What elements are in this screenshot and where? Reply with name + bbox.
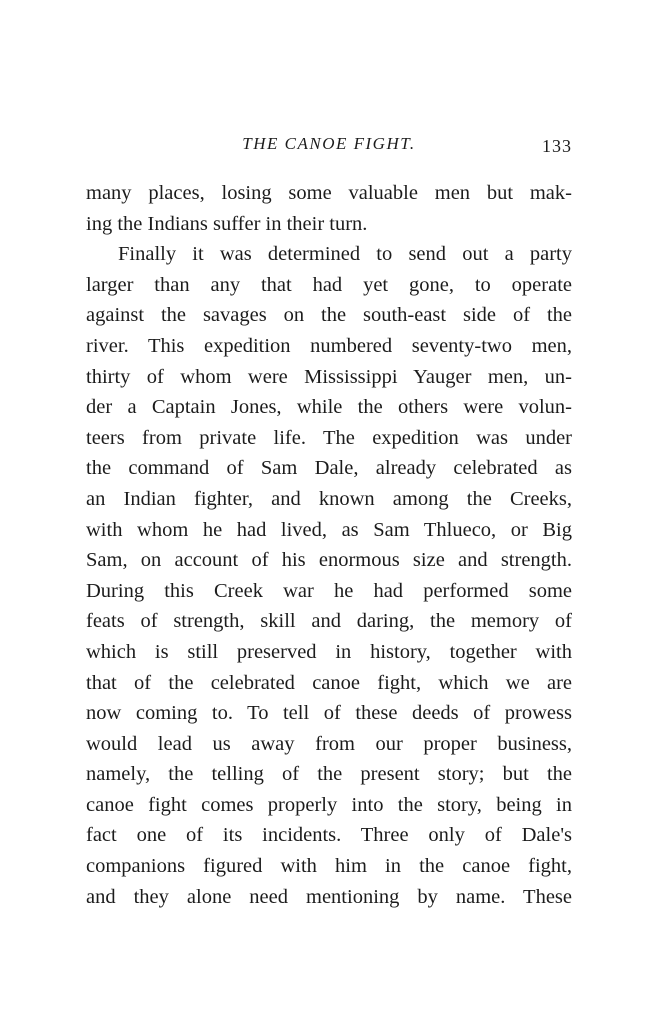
text-line: namely, the telling of the present story; but the bbox=[86, 763, 572, 786]
text-line: river. This expedition numbered seventy-two men, bbox=[86, 334, 572, 357]
text-line: ing the Indians suffer in their turn. bbox=[86, 212, 368, 235]
body-text bbox=[86, 178, 572, 912]
text-line: canoe fight comes properly into the story, being in bbox=[86, 793, 572, 816]
text-line: companions figured with him in the canoe fight, bbox=[86, 855, 572, 878]
text-line: Finally it was determined to send out a party bbox=[118, 243, 572, 266]
page-number: 133 bbox=[542, 136, 572, 156]
text-line: against the savages on the south-east side of the bbox=[86, 304, 572, 327]
text-line: and they alone need mentioning by name. These bbox=[86, 885, 572, 908]
text-line: an Indian fighter, and known among the Creeks, bbox=[86, 487, 572, 510]
text-line: the command of Sam Dale, already celebrated as bbox=[86, 457, 572, 480]
text-line: Sam, on account of his enormous size and strength. bbox=[86, 549, 572, 572]
running-title: THE CANOE FIGHT. bbox=[242, 134, 416, 153]
text-line: der a Captain Jones, while the others were volun- bbox=[86, 396, 572, 419]
text-line: larger than any that had yet gone, to operate bbox=[86, 273, 572, 296]
text-line: with whom he had lived, as Sam Thlueco, or Big bbox=[86, 518, 572, 541]
text-line: During this Creek war he had performed some bbox=[86, 579, 572, 602]
text-line: thirty of whom were Mississippi Yauger men, un- bbox=[86, 365, 572, 388]
text-line: many places, losing some valuable men but mak- bbox=[86, 182, 572, 204]
text-line: now coming to. To tell of these deeds of prowess bbox=[86, 702, 572, 725]
text-line: fact one of its incidents. Three only of Dale's bbox=[86, 824, 572, 847]
text-line: feats of strength, skill and daring, the memory of bbox=[86, 610, 572, 633]
running-head bbox=[86, 134, 572, 164]
text-line: would lead us away from our proper business, bbox=[86, 732, 572, 755]
text-line: which is still preserved in history, together with bbox=[86, 640, 572, 663]
text-line: that of the celebrated canoe fight, which we are bbox=[86, 671, 572, 694]
text-line: teers from private life. The expedition was under bbox=[86, 426, 572, 449]
